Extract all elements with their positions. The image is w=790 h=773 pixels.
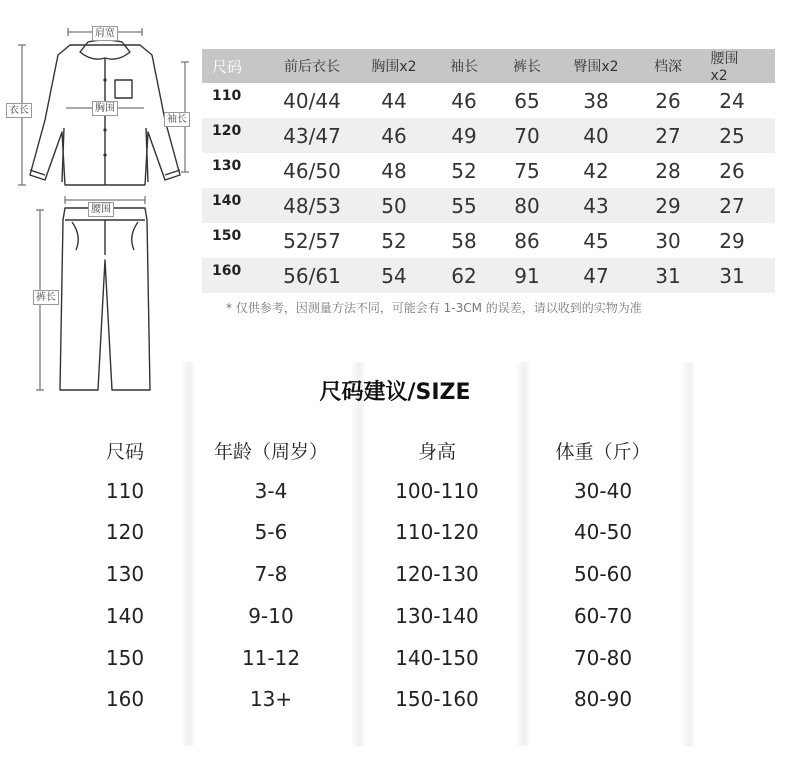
guide-size-cell: 140: [105, 604, 145, 628]
rise-cell: 26: [655, 88, 681, 113]
hip-cell: 38: [583, 88, 609, 113]
size-cell: 120: [212, 123, 242, 139]
rise-cell: 30: [655, 228, 681, 253]
header-waist: 腰围x2: [710, 51, 739, 84]
waist-cell: 26: [719, 158, 745, 183]
header-hip: 臀围x2: [573, 59, 619, 75]
guide-age-cell: 7-8: [254, 562, 288, 586]
table-row: [202, 223, 775, 258]
size-cell: 160: [212, 263, 242, 279]
length-cell: 46/50: [283, 158, 341, 183]
guide-height-cell: 100-110: [395, 479, 479, 503]
guide-height-cell: 140-150: [395, 646, 479, 670]
pants-length-label: 裤长: [33, 290, 59, 305]
header-pants-length: 裤长: [513, 59, 541, 75]
sleeve-cell: 52: [451, 158, 477, 183]
length-cell: 43/47: [283, 123, 341, 148]
header-sleeve: 袖长: [450, 59, 478, 75]
chest-cell: 46: [381, 123, 407, 148]
guide-height-cell: 120-130: [395, 562, 479, 586]
waist-cell: 25: [719, 123, 745, 148]
chest-cell: 52: [381, 228, 407, 253]
rise-cell: 27: [655, 123, 681, 148]
column-divider: [180, 362, 196, 746]
chest-cell: 48: [381, 158, 407, 183]
sleeve-cell: 46: [451, 88, 477, 113]
guide-weight-cell: 80-90: [573, 687, 633, 711]
hip-cell: 40: [583, 123, 609, 148]
guide-age-cell: 11-12: [241, 646, 301, 670]
size-guide-title: 尺码建议/SIZE: [319, 380, 471, 405]
rise-cell: 29: [655, 193, 681, 218]
rise-cell: 28: [655, 158, 681, 183]
hip-cell: 47: [583, 263, 609, 288]
guide-height-cell: 130-140: [395, 604, 479, 628]
guide-header-weight: 体重（斤）: [555, 441, 651, 463]
measurement-note: * 仅供参考，因测量方法不同，可能会有 1-3CM 的误差，请以收到的实物为准: [226, 301, 642, 315]
guide-header-height: 身高: [417, 441, 457, 463]
sleeve-cell: 49: [451, 123, 477, 148]
pants-length-cell: 65: [514, 88, 540, 113]
header-rise: 档深: [654, 59, 682, 75]
hip-cell: 45: [583, 228, 609, 253]
guide-size-cell: 120: [105, 520, 145, 544]
garment-diagram: [0, 0, 200, 400]
guide-age-cell: 9-10: [248, 604, 294, 628]
length-cell: 48/53: [283, 193, 341, 218]
sleeve-cell: 62: [451, 263, 477, 288]
length-cell: 40/44: [283, 88, 341, 113]
guide-size-cell: 160: [105, 687, 145, 711]
table-row: [202, 153, 775, 188]
shirt-pants-outline: [0, 0, 200, 400]
length-cell: 52/57: [283, 228, 341, 253]
length-cell: 56/61: [283, 263, 341, 288]
size-cell: 150: [212, 228, 242, 244]
guide-header-size: 尺码: [105, 441, 145, 463]
sleeve-cell: 58: [451, 228, 477, 253]
pants-length-cell: 80: [514, 193, 540, 218]
size-cell: 110: [212, 88, 242, 104]
shirt-length-label: 衣长: [6, 103, 32, 118]
table-row: [202, 258, 775, 293]
guide-header-age: 年龄（周岁）: [213, 441, 329, 463]
pants-length-cell: 91: [514, 263, 540, 288]
guide-age-cell: 3-4: [254, 479, 288, 503]
guide-size-cell: 150: [105, 646, 145, 670]
hip-cell: 43: [583, 193, 609, 218]
guide-age-cell: 13+: [249, 687, 293, 711]
measurement-table-header: [202, 49, 775, 83]
header-length: 前后衣长: [284, 59, 340, 75]
table-row: [202, 118, 775, 153]
chest-cell: 44: [381, 88, 407, 113]
guide-size-cell: 110: [105, 479, 145, 503]
guide-weight-cell: 60-70: [573, 604, 633, 628]
measurement-table: [202, 49, 775, 293]
chest-cell: 54: [381, 263, 407, 288]
table-row: [202, 83, 775, 118]
chest-label: 胸围: [92, 101, 118, 116]
waist-label: 腰围: [88, 202, 114, 217]
table-row: [202, 188, 775, 223]
rise-cell: 31: [655, 263, 681, 288]
header-chest: 胸围x2: [371, 59, 417, 75]
sleeve-cell: 55: [451, 193, 477, 218]
guide-weight-cell: 30-40: [573, 479, 633, 503]
header-size: 尺码: [212, 57, 243, 76]
pants-length-cell: 86: [514, 228, 540, 253]
waist-cell: 24: [719, 88, 745, 113]
waist-cell: 29: [719, 228, 745, 253]
guide-size-cell: 130: [105, 562, 145, 586]
shoulder-width-label: 肩宽: [92, 26, 118, 41]
waist-cell: 31: [719, 263, 745, 288]
sleeve-length-label: 袖长: [164, 112, 190, 127]
hip-cell: 42: [583, 158, 609, 183]
column-divider: [515, 362, 531, 746]
guide-weight-cell: 70-80: [573, 646, 633, 670]
column-divider: [680, 362, 696, 746]
waist-cell: 27: [719, 193, 745, 218]
guide-height-cell: 150-160: [395, 687, 479, 711]
size-cell: 130: [212, 158, 242, 174]
pants-length-cell: 70: [514, 123, 540, 148]
guide-weight-cell: 50-60: [573, 562, 633, 586]
chest-cell: 50: [381, 193, 407, 218]
guide-age-cell: 5-6: [254, 520, 288, 544]
column-divider: [350, 362, 366, 746]
pants-length-cell: 75: [514, 158, 540, 183]
size-cell: 140: [212, 193, 242, 209]
guide-weight-cell: 40-50: [573, 520, 633, 544]
guide-height-cell: 110-120: [395, 520, 479, 544]
